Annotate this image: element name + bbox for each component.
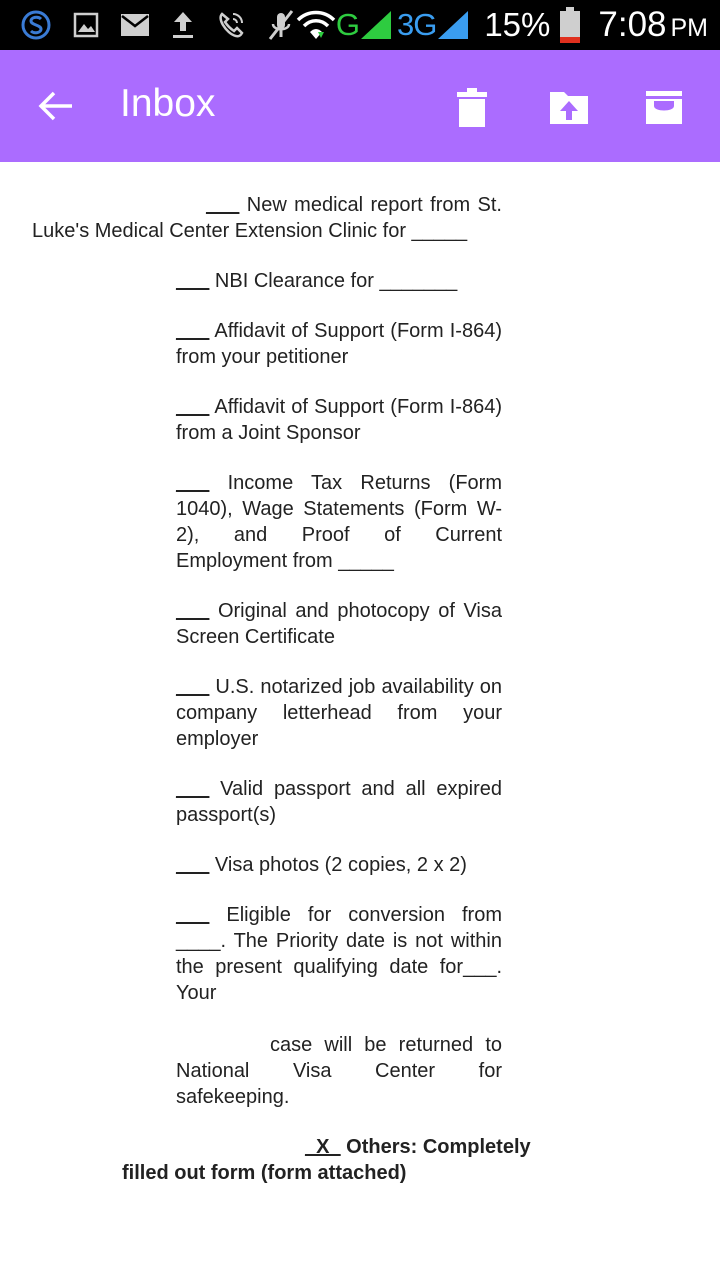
list-item — [176, 852, 502, 878]
network-type-3g: 3G — [396, 7, 437, 42]
mail-icon — [120, 13, 150, 37]
checkbox-blank: ___ — [176, 320, 210, 342]
checkbox-blank: ___ — [176, 270, 210, 292]
list-item — [122, 1134, 542, 1186]
image-icon — [73, 12, 99, 38]
item-text: Visa photos (2 copies, 2 x 2) — [209, 854, 467, 876]
back-arrow-icon[interactable] — [36, 86, 76, 126]
list-item — [176, 776, 502, 828]
notification-icons — [20, 8, 295, 42]
mute-icon — [267, 9, 295, 41]
checkbox-blank: _X_ — [305, 1136, 341, 1158]
list-item — [176, 674, 502, 752]
delete-icon[interactable] — [450, 86, 494, 130]
archive-icon[interactable] — [642, 86, 686, 130]
page-title: Inbox — [120, 82, 216, 125]
network-type-g: G — [335, 7, 359, 42]
system-indicators — [296, 4, 708, 46]
status-bar — [0, 0, 720, 50]
list-item — [176, 318, 502, 370]
item-text: Valid passport and all expired passport(s) — [176, 778, 502, 826]
sync-icon — [20, 9, 52, 41]
battery-icon — [558, 6, 582, 44]
upload-icon — [171, 10, 195, 40]
item-text: case will be returned to National Visa Center for safekeeping. — [176, 1034, 502, 1108]
item-text: Affidavit of Support (Form I-864) from your petitioner — [176, 320, 502, 368]
email-attachment-document — [0, 162, 720, 1280]
checkbox-blank: ___ — [176, 904, 210, 926]
item-text: NBI Clearance for _______ — [209, 270, 458, 292]
list-item — [176, 1032, 502, 1110]
list-item — [176, 470, 502, 574]
checkbox-blank: ___ — [176, 778, 210, 800]
list-item — [176, 394, 502, 446]
checkbox-blank: ___ — [176, 472, 210, 494]
checkbox-blank: ___ — [176, 600, 210, 622]
list-item — [32, 192, 502, 244]
item-text: U.S. notarized job availability on company letterhead from your employer — [176, 676, 502, 750]
checkbox-blank: ___ — [206, 194, 240, 216]
item-text: Eligible for conversion from ____. The Priority date is not within the present qualifying date for___. Your — [176, 904, 502, 1004]
item-text: New medical report from St. Luke's Medical Center Extension Clinic for _____ — [32, 194, 502, 242]
clock — [598, 5, 708, 45]
signal-icon — [359, 9, 393, 41]
list-item — [176, 268, 502, 294]
checkbox-blank: ___ — [176, 854, 210, 876]
list-item — [176, 902, 502, 1006]
clock-time: 7:08 — [598, 5, 667, 44]
list-item — [176, 598, 502, 650]
clipped-previous-line — [176, 162, 416, 176]
battery-percent: 15% — [484, 6, 551, 43]
checkbox-blank: ___ — [176, 676, 210, 698]
checkbox-blank: ___ — [176, 396, 210, 418]
wifi-icon — [296, 8, 336, 42]
item-text: Income Tax Returns (Form 1040), Wage Statements (Form W-2), and Proof of Current Employment from _____ — [176, 472, 502, 572]
app-bar — [0, 50, 720, 162]
move-to-folder-icon[interactable] — [547, 86, 591, 130]
item-text: Others: Completely filled out form (form attached) — [122, 1136, 531, 1184]
item-text: Affidavit of Support (Form I-864) from a Joint Sponsor — [176, 396, 502, 444]
item-text: Original and photocopy of Visa Screen Certificate — [176, 600, 502, 648]
call-icon — [216, 10, 246, 40]
clock-ampm: PM — [670, 14, 708, 42]
signal-icon — [436, 9, 470, 41]
